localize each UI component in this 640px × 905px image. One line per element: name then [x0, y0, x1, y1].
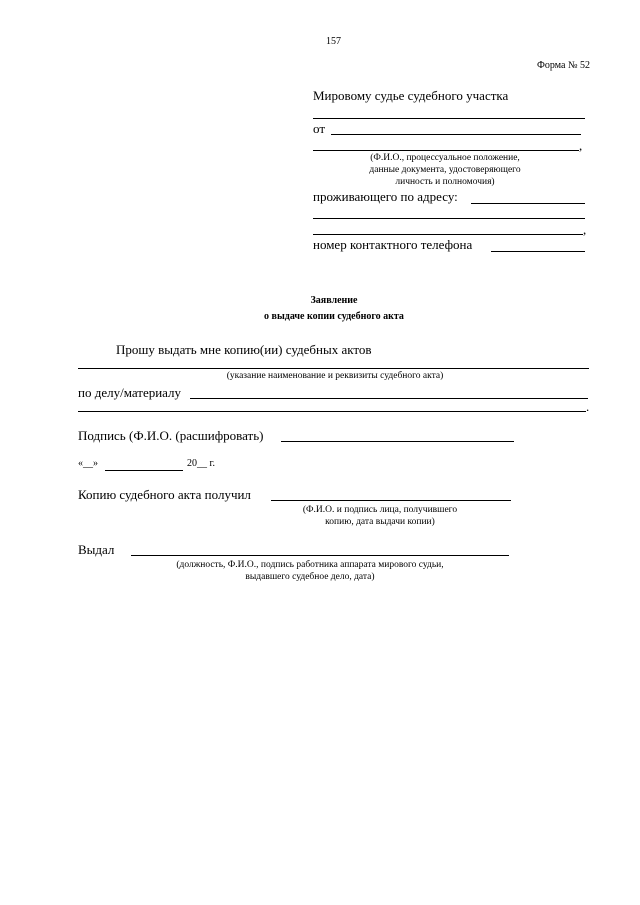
- residence-line-3: [313, 234, 583, 235]
- document-subtitle: о выдаче копии судебного акта: [264, 311, 404, 322]
- document-title: Заявление: [310, 295, 358, 306]
- from-line: [331, 134, 581, 135]
- comma: ,: [579, 138, 583, 153]
- act-line: [78, 368, 589, 369]
- date-day: «__»: [78, 458, 98, 469]
- case-label: по делу/материалу: [78, 385, 182, 400]
- case-line-2: [78, 411, 586, 412]
- issued-label: Выдал: [78, 542, 115, 557]
- comma-2: ,: [583, 222, 587, 237]
- residence-line-2: [313, 218, 585, 219]
- period: .: [586, 399, 590, 414]
- issued-line: [131, 555, 509, 556]
- received-label: Копию судебного акта получил: [78, 487, 251, 502]
- phone-line: [491, 251, 585, 252]
- addressee-line-1: [313, 118, 585, 119]
- from-label: от: [313, 121, 326, 136]
- residence-label: проживающего по адресу:: [313, 189, 458, 204]
- signature-label: Подпись (Ф.И.О. (расшифровать): [78, 428, 264, 443]
- received-note: (Ф.И.О. и подпись лица, получившего копию, дата выдачи копии): [302, 505, 458, 527]
- fio-note: (Ф.И.О., процессуальное положение, данные документа, удостоверяющего личность и полномочия): [369, 153, 521, 187]
- case-line: [190, 398, 588, 399]
- act-note: (указание наименование и реквизиты судебного акта): [226, 371, 444, 381]
- from-line-2: [313, 150, 579, 151]
- date-year: 20__ г.: [187, 458, 215, 469]
- signature-line: [281, 441, 514, 442]
- phone-label: номер контактного телефона: [313, 237, 473, 252]
- addressee-title: Мировому судье судебного участка: [313, 88, 509, 103]
- issued-note: (должность, Ф.И.О., подпись работника аппарата мирового судьи, выдавшего судебное дело, дата): [176, 560, 444, 582]
- residence-line: [471, 203, 585, 204]
- page-number: 157: [326, 36, 341, 47]
- received-line: [271, 500, 511, 501]
- date-line: [105, 470, 183, 471]
- request-text: Прошу выдать мне копию(ии) судебных актов: [116, 342, 372, 357]
- form-label: Форма № 52: [537, 60, 590, 71]
